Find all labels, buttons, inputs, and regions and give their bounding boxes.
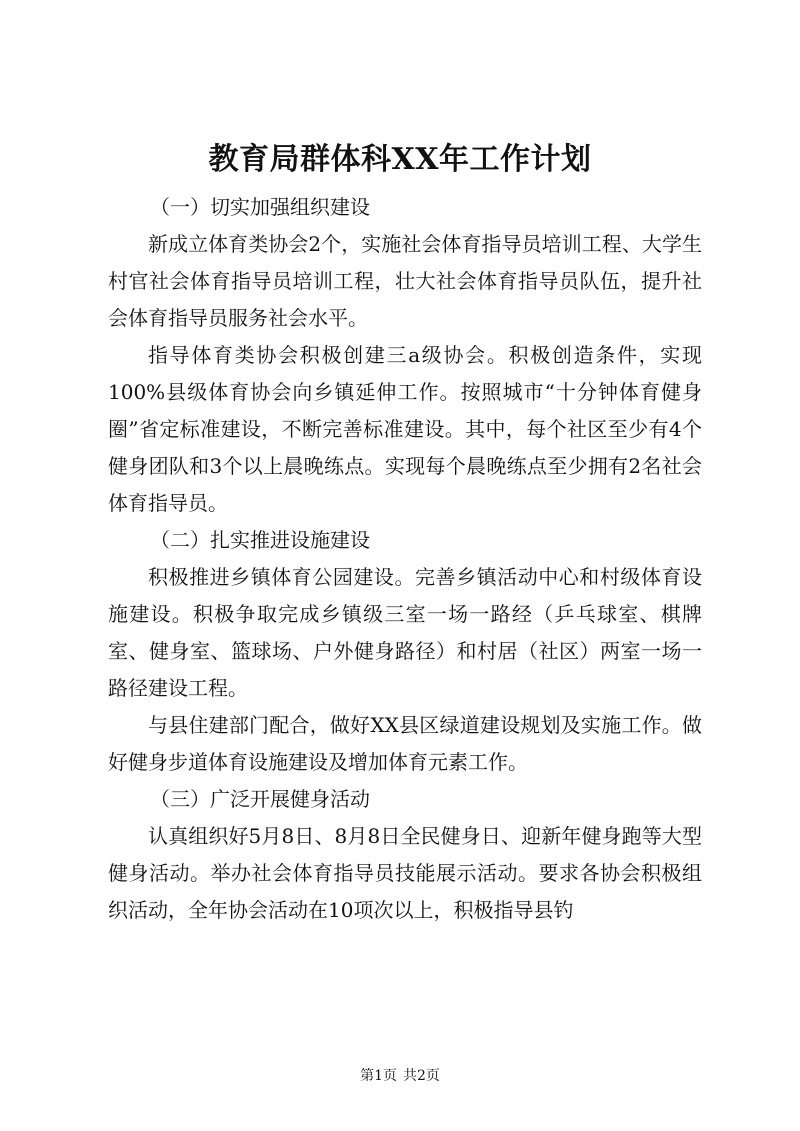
section-1-heading: （一）切实加强组织建设 [150,195,370,219]
section-2-paragraph-1: 积极推进乡镇体育公园建设。完善乡镇活动中心和村级体育设施建设。积极争取完成乡镇级三室一场一路经（乒乓球室、棋牌室、健身室、篮球场、户外健身路径）和村居（社区）两室一场一路径建设工程。 [108,565,702,700]
section-3-heading: （三）广泛开展健身活动 [150,787,370,811]
section-2-paragraph-2: 与县住建部门配合，做好XX县区绿道建设规划及实施工作。做好健身步道体育设施建设及增加体育元素工作。 [108,713,702,774]
page-number: 第1页 [360,1068,397,1084]
section-1-paragraph-1: 新成立体育类协会2个，实施社会体育指导员培训工程、大学生村官社会体育指导员培训工程，壮大社会体育指导员队伍，提升社会体育指导员服务社会水平。 [108,232,702,330]
document-body [108,189,702,929]
section-3-paragraph-1: 认真组织好5月8日、8月8日全民健身日、迎新年健身跑等大型健身活动。举办社会体育指导员技能展示活动。要求各协会积极组织活动，全年协会活动在10项次以上，积极指导县钓 [108,824,702,922]
page-total: 共2页 [403,1068,440,1084]
section-2-heading: （二）扎实推进设施建设 [150,528,370,552]
page-footer [0,1066,800,1086]
document-title: 教育局群体科XX年工作计划 [208,142,592,177]
section-1-paragraph-2: 指导体育类协会积极创建三a级协会。积极创造条件，实现100%县级体育协会向乡镇延伸工作。按照城市“十分钟体育健身圈”省定标准建设，不断完善标准建设。其中，每个社区至少有4个健身团队和3个以上晨晚练点。实现每个晨晚练点至少拥有2名社会体育指导员。 [108,343,702,515]
